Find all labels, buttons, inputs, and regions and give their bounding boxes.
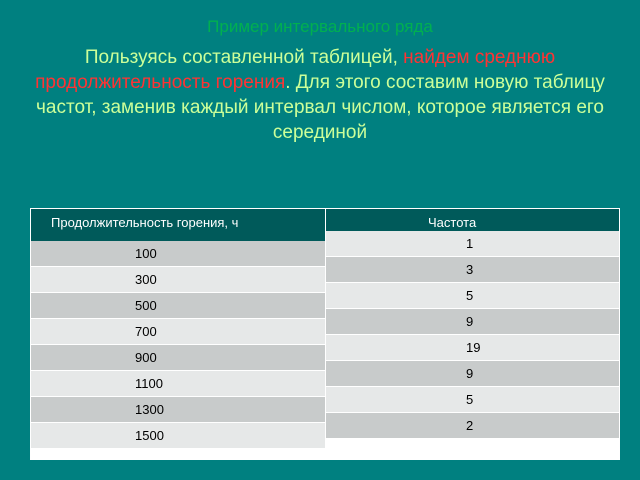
frequency-cell: 5: [326, 283, 619, 309]
frequency-cell: 9: [326, 361, 619, 387]
duration-cell: 500: [31, 293, 325, 319]
intro-text-part1: Пользуясь составленной таблицей,: [84, 47, 404, 68]
frequency-cell: 19: [326, 335, 619, 361]
duration-cell: 1500: [31, 423, 325, 449]
frequency-cell: 2: [326, 413, 619, 439]
frequency-table: [30, 208, 620, 460]
column-duration: [31, 241, 325, 449]
frequency-cell: 9: [326, 309, 619, 335]
duration-cell: 900: [31, 345, 325, 371]
duration-cell: 1300: [31, 397, 325, 423]
duration-cell: 1100: [31, 371, 325, 397]
header-duration: Продолжительность горения, ч: [51, 215, 239, 230]
duration-cell: 300: [31, 267, 325, 293]
intro-paragraph: [30, 45, 610, 145]
column-frequency: [326, 231, 619, 439]
slide-heading: Пример интервального ряда: [207, 17, 433, 36]
duration-cell: 100: [31, 241, 325, 267]
intro-text-part2: . Для этого составим новую таблицу частот, заменив каждый интервал числом, которое является его серединой: [36, 72, 605, 143]
frequency-cell: 5: [326, 387, 619, 413]
frequency-cell: 1: [326, 231, 619, 257]
duration-cell: 700: [31, 319, 325, 345]
intro-accent-text: найдем среднюю продолжительность горения: [35, 47, 556, 93]
header-frequency: Частота: [428, 215, 477, 230]
frequency-cell: 3: [326, 257, 619, 283]
